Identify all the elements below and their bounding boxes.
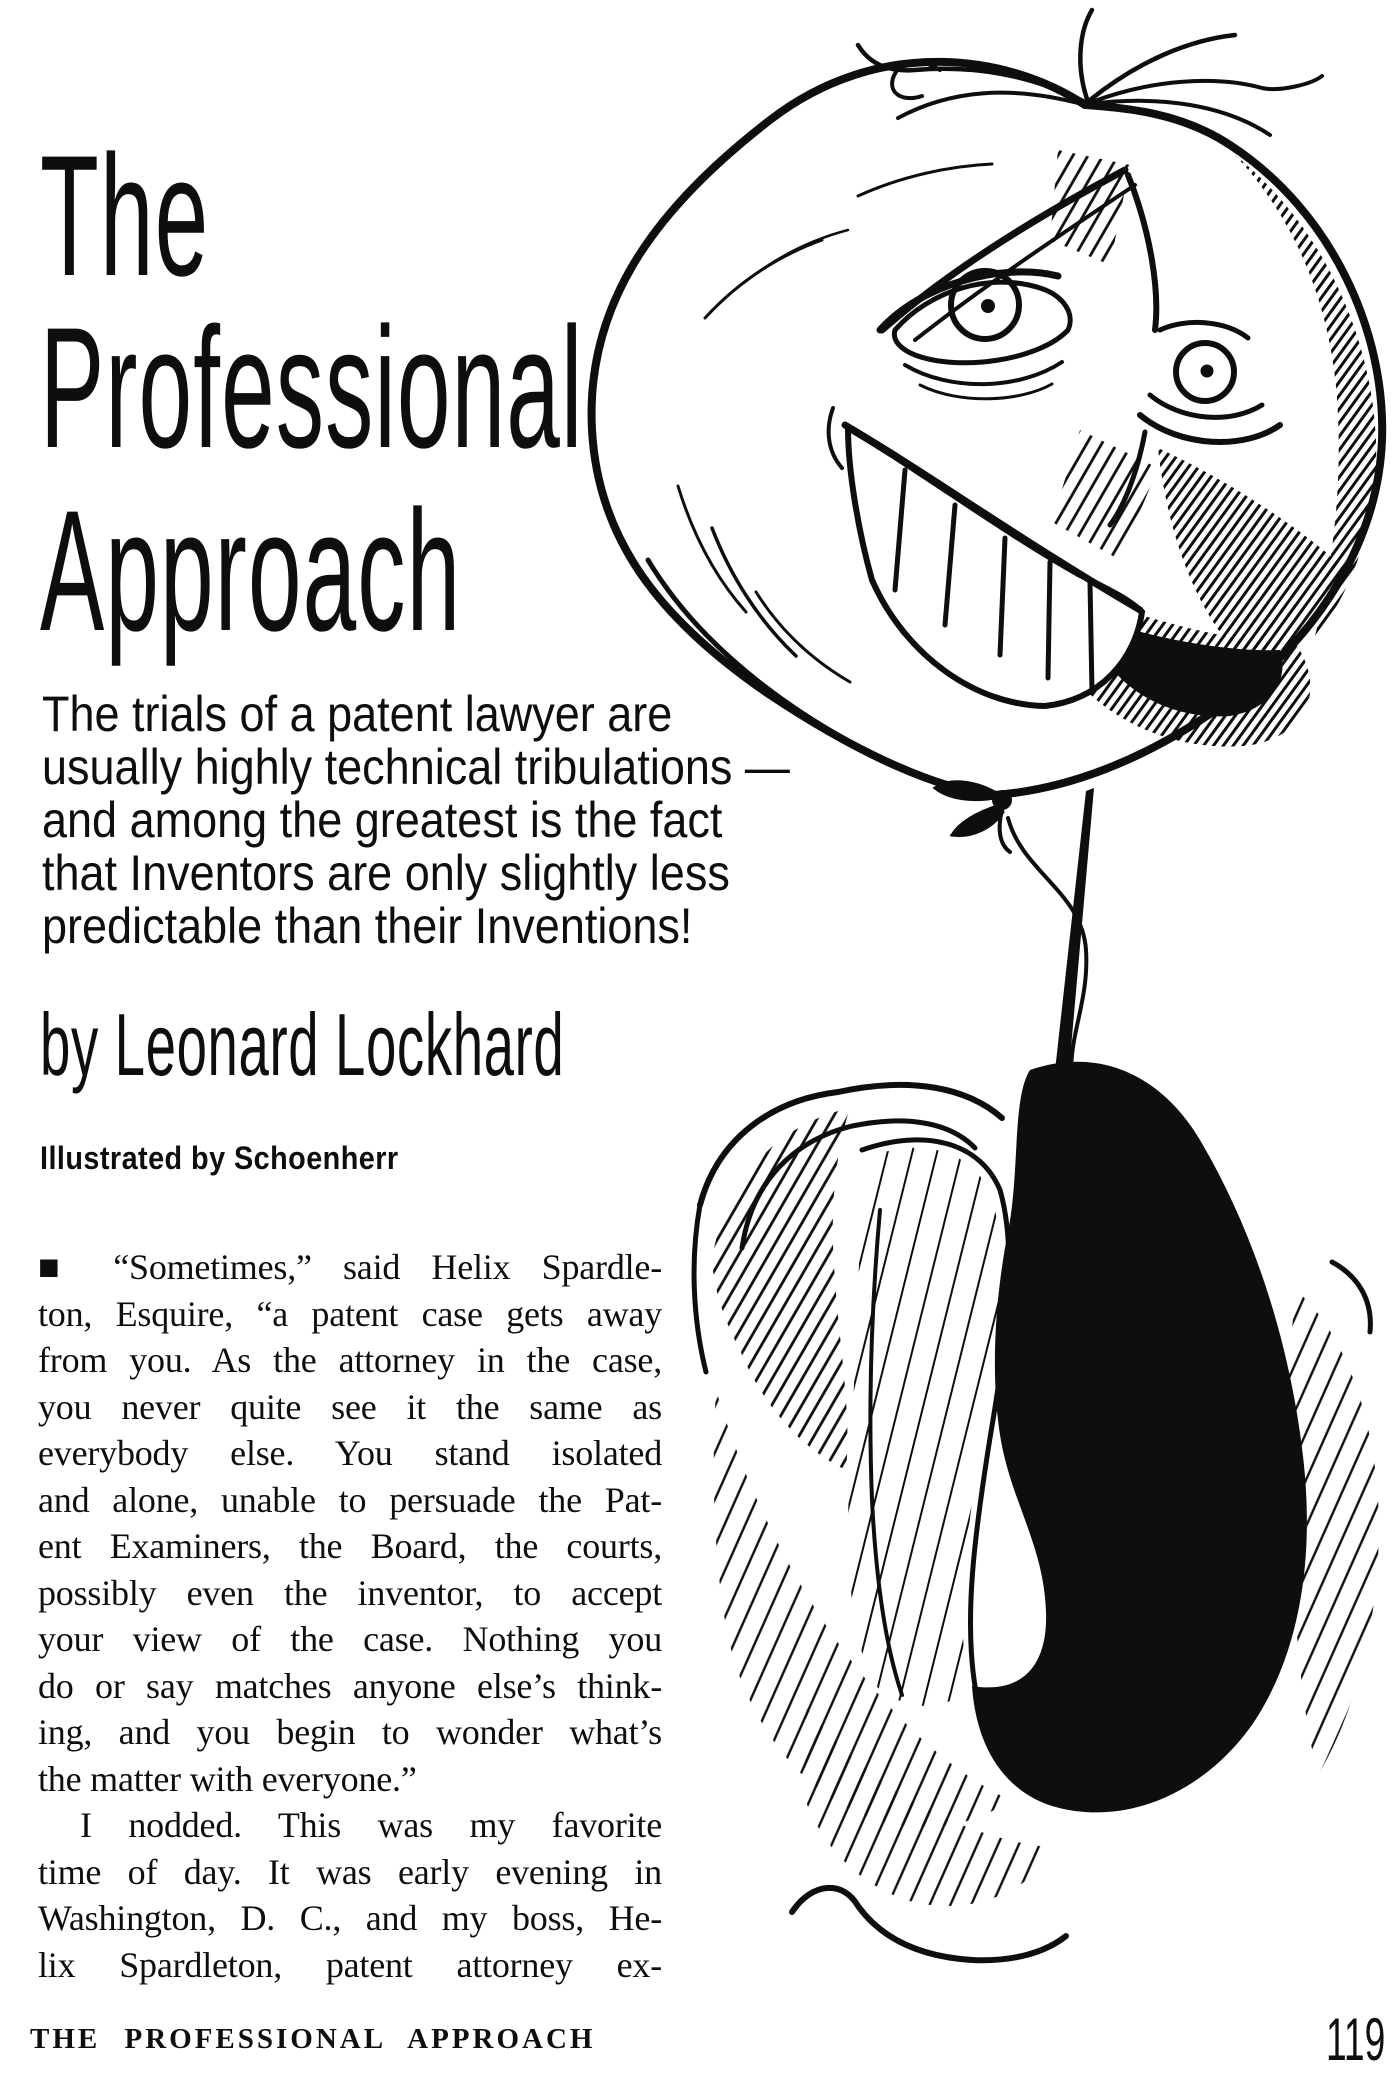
body-line: ton, Esquire, “a patent case gets away [38,1293,662,1334]
body-line: I nodded. This was my favorite [80,1805,662,1845]
body-column [38,1244,662,1988]
page-title-line-2: Professional [40,292,584,484]
illustrator-credit: Illustrated by Schoenherr [40,1140,399,1176]
body-line: ing, and you begin to wonder what’s [38,1712,662,1752]
body-line: time of day. It was early evening in [38,1851,662,1892]
body-line: you never quite see it the same as [38,1386,662,1427]
page-number: 119 [1326,2006,1386,2073]
body-line: and alone, unable to persuade the Pat- [38,1479,662,1520]
body-line: from you. As the attorney in the case, [38,1340,662,1380]
body-line: everybody else. You stand isolated [38,1433,662,1473]
body-line: do or say matches anyone else’s think- [38,1665,662,1706]
body-line: lix Spardleton, patent attorney ex- [38,1944,662,1985]
body-line: your view of the case. Nothing you [38,1619,662,1659]
standfirst-line: The trials of a patent lawyer are [42,686,673,742]
body-line: the matter with everyone.” [38,1758,417,1799]
standfirst-line: usually highly technical tribulations — [42,739,790,795]
page-title-line-3: Approach [40,475,462,667]
body-line: ent Examiners, the Board, the courts, [38,1526,662,1566]
standfirst-line: predictable than their Inventions! [42,898,693,954]
standfirst [42,688,873,953]
byline: by Leonard Lockhard [40,995,565,1094]
standfirst-line: that Inventors are only slightly less [42,845,730,901]
body-line: Washington, D. C., and my boss, He- [38,1898,662,1938]
page-title-line-1: The [40,120,210,312]
body-line: possibly even the inventor, to accept [38,1572,662,1613]
body-line: ■ “Sometimes,” said Helix Spardle- [38,1247,662,1287]
running-title: THE PROFESSIONAL APPROACH [30,2023,596,2055]
standfirst-line: and among the greatest is the fact [42,792,723,848]
